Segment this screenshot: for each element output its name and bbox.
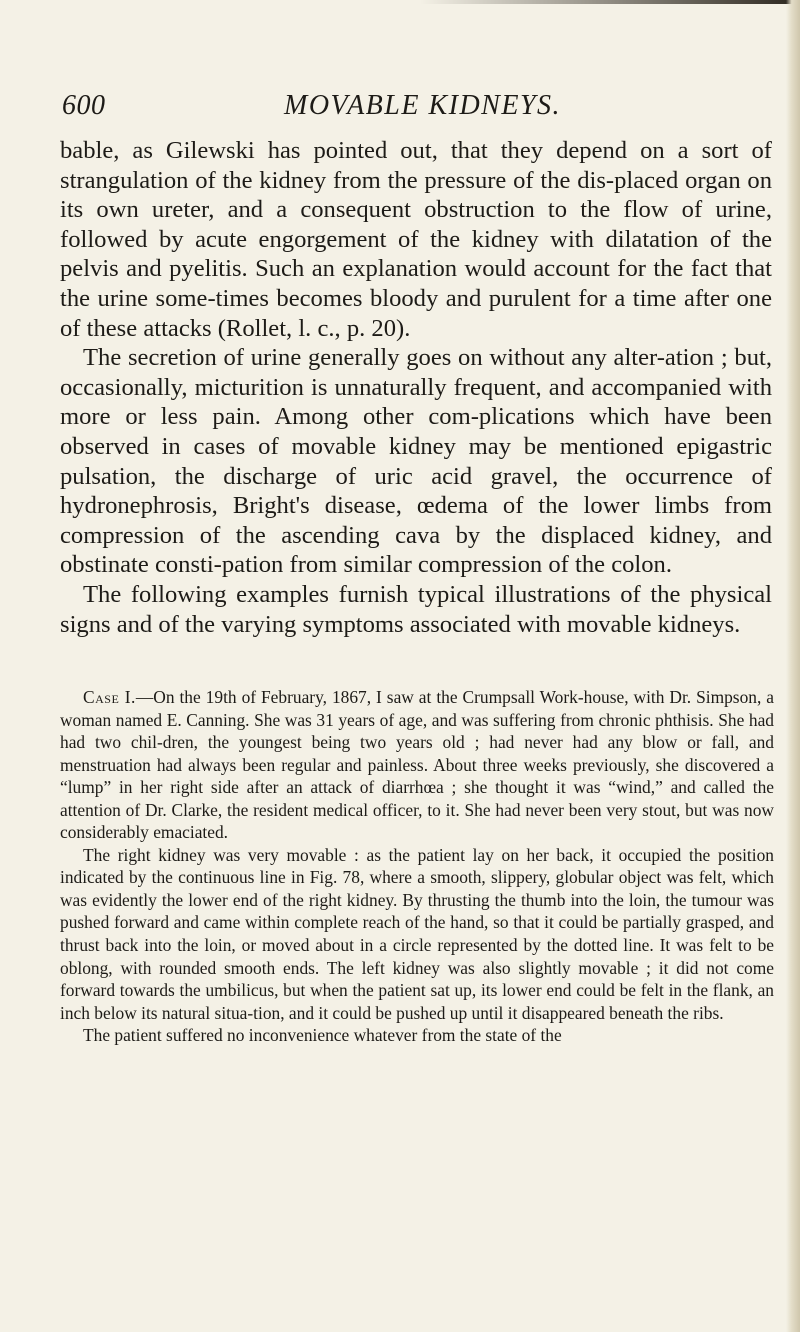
top-edge-shadow bbox=[420, 0, 800, 4]
paragraph: bable, as Gilewski has pointed out, that they depend on a sort of strangulation of the kidney from the pressure of the dis-placed organ on its own ureter, and a consequent obstruction to the flow of urine, followed by acute engorgement of the kidney with dilatation of the pelvis and pyelitis. Such an explanation would account for the fact that the urine some-times becomes bloody and purulent for a time after one of these attacks (Rollet, l. c., p. 20). bbox=[60, 137, 772, 342]
page-header bbox=[62, 86, 762, 126]
case-paragraph: The right kidney was very movable : as the patient lay on her back, it occupied the position indicated by the continuous line in Fig. 78, where a smooth, slippery, globular object was felt, which was evidently the lower end of the right kidney. By thrusting the thumb into the loin, the tumour was pushed forward and came within complete reach of the hand, so that it could be partially grasped, and thrust back into the loin, or moved about in a circle represented by the dotted line. It was felt to be oblong, with rounded smooth ends. The left kidney was also slightly movable ; it did not come forward towards the umbilicus, but when the patient sat up, its lower end could be felt in the flank, an inch below its natural situa-tion, and it could be pushed up until it disappeared beneath the ribs. bbox=[60, 844, 774, 1023]
case-text: —On the 19th of February, 1867, I saw at the Crumpsall Work-house, with Dr. Simpson, a woman named E. Canning. She was 31 years of age, and was suffering from chronic phthisis. She had had two chil-dren, the youngest being two years old ; had never had any blow or fall, and menstruation had always been regular and painless. About three weeks previously, she discovered a “lump” in her right side after an attack of diarrhœa ; she thought it was “wind,” and called the attention of Dr. Clarke, the resident medical officer, to it. She had never been very stout, but was now considerably emaciated. bbox=[60, 687, 774, 843]
main-text bbox=[60, 136, 772, 639]
page-edge-shadow bbox=[786, 0, 800, 1332]
case-paragraph bbox=[60, 686, 774, 844]
case-label: Case I. bbox=[83, 687, 136, 707]
paragraph: The secretion of urine generally goes on without any alter-ation ; but, occasionally, micturition is unnaturally frequent, and accompanied with more or less pain. Among other com-plications which have been observed in cases of movable kidney may be mentioned epigastric pulsation, the discharge of uric acid gravel, the occurrence of hydronephrosis, Bright's disease, œdema of the lower limbs from compression of the ascending cava by the displaced kidney, and obstinate consti-pation from similar compression of the colon. bbox=[60, 344, 772, 579]
running-title: MOVABLE KIDNEYS. bbox=[284, 90, 562, 121]
page-number: 600 bbox=[62, 90, 106, 121]
case-paragraph: The patient suffered no inconvenience whatever from the state of the bbox=[83, 1025, 562, 1046]
case-report bbox=[60, 686, 774, 1047]
paragraph: The following examples furnish typical illustrations of the physical signs and of the varying symptoms associated with movable kidneys. bbox=[60, 580, 772, 638]
